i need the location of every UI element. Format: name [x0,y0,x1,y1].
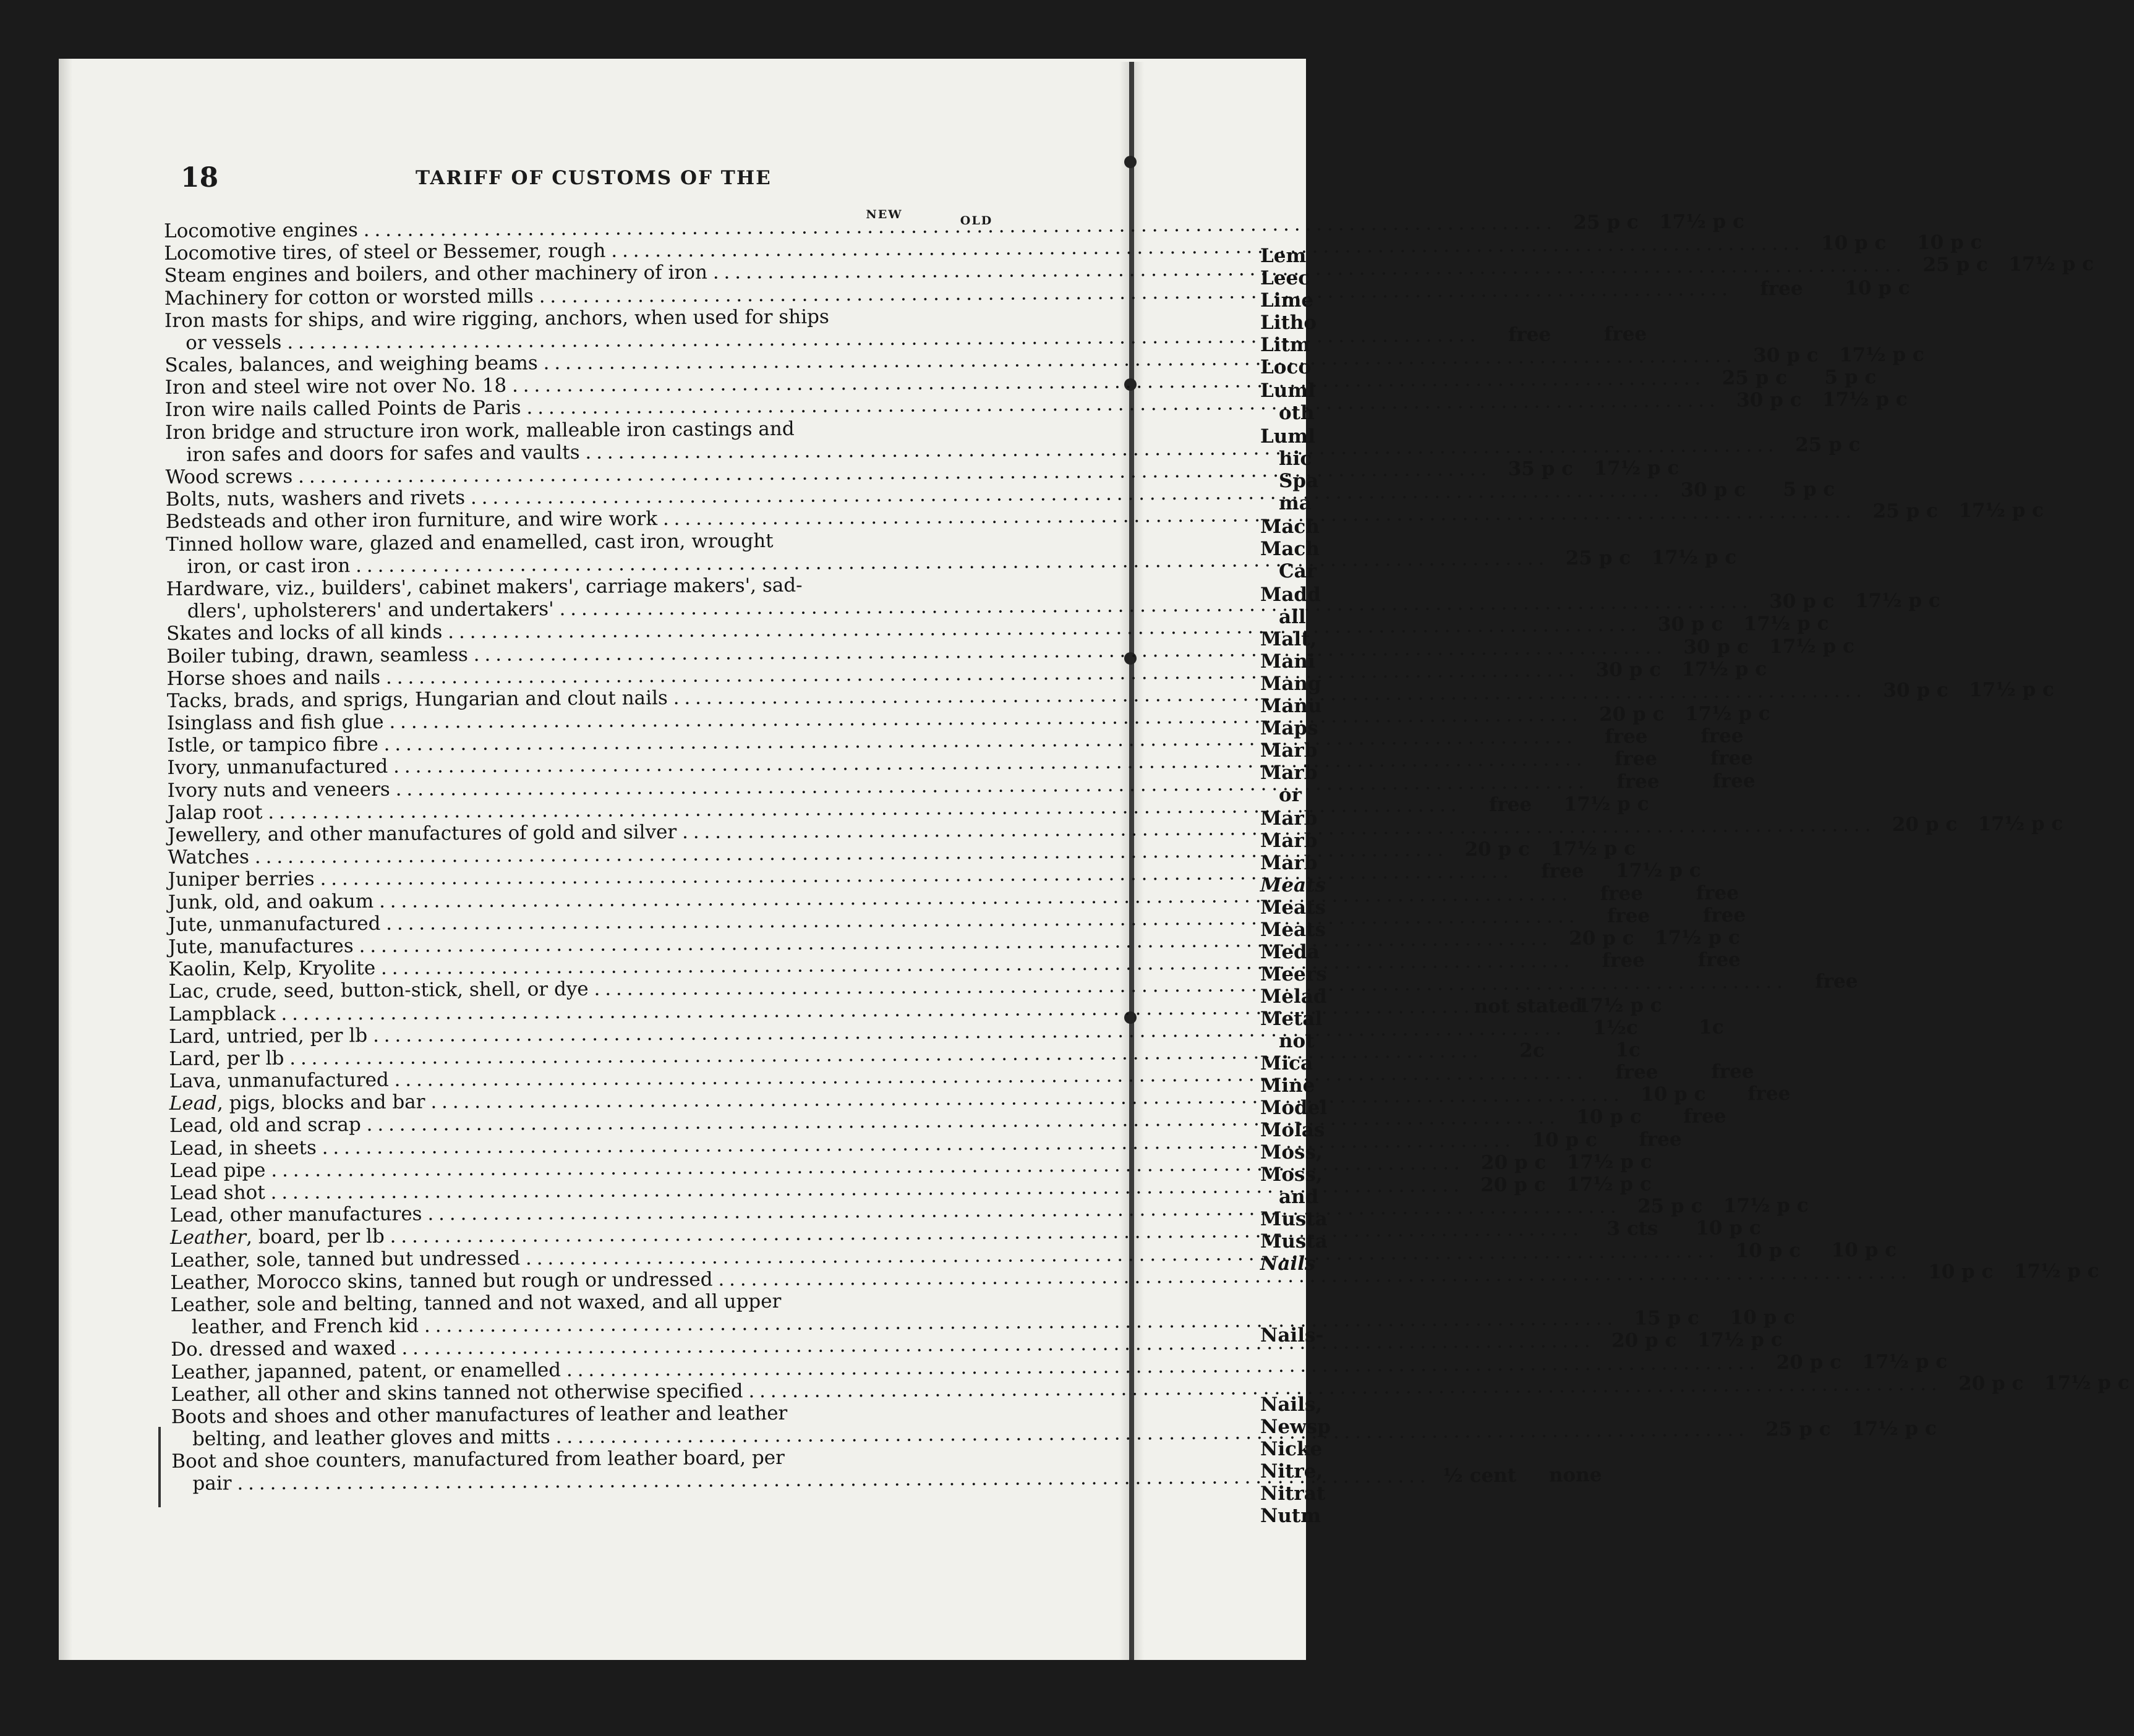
facing-page-line: hic [1279,448,1312,470]
facing-page-line: Lime [1260,289,1314,312]
column-header-new: NEW [866,208,903,221]
facing-page-line: Nails, [1260,1393,1323,1416]
entry-description: Boot and shoe counters, manufactured from leather board, per [171,1447,785,1473]
rate-old: 17½ p c [1697,1329,1783,1352]
entry-description: Scales, balances, and weighing beams . . . [164,345,1731,377]
entry-description: Ivory, unmanufactured . . . [167,748,1581,779]
rate-new: 1½c [1592,1016,1638,1039]
facing-page-line: or [1279,784,1302,806]
facing-page-line: Marb [1260,852,1318,874]
facing-page-line: Malt, [1260,628,1317,650]
rate-old: 17½ p c [1854,589,1940,613]
rate-old: free [1696,882,1739,904]
entry-description: Watches . . . [168,839,1443,869]
rate-new: free [1605,725,1648,749]
facing-page-line: Meers [1260,963,1327,985]
rate-new: 35 p c [1508,457,1574,480]
facing-page-line: Marb [1260,739,1318,762]
rate-new: free [1614,747,1658,771]
entry-description: Boiler tubing, drawn, seamless . . . [166,636,1662,668]
entry-description: Bedsteads and other iron furniture, and wire work . . . [166,501,1851,534]
facing-page-line: Luml [1260,425,1315,448]
rate-new: 10 p c [1735,1239,1801,1262]
rate-old: free [1702,904,1746,927]
facing-page-line: Moss, [1260,1164,1323,1186]
facing-page-line: Molas [1260,1119,1325,1141]
facing-page-line: Nitrat [1260,1483,1326,1505]
rate-new: 25 p c [1722,367,1788,389]
rate-old: 10 p c [1730,1306,1795,1329]
facing-page-line: Nicke [1260,1438,1323,1460]
rate-new: free [1602,949,1645,972]
entry-description: Lac, crude, seed, button-stick, shell, or dye . . . [169,971,1782,1003]
margin-bracket [158,1427,161,1507]
entry-description: Lead shot . . . [170,1174,1459,1204]
facing-page-line: Mach [1260,516,1320,538]
facing-page-line: Mang [1260,673,1321,695]
entry-description: Leather, Morocco skins, tanned but rough or undressed . . . [170,1261,1906,1294]
rate-new: 10 p c [1576,1105,1642,1129]
rate-new: 15 p c [1634,1307,1699,1330]
rate-old: 17½ p c [1851,1417,1937,1440]
rate-new: ½ cent [1443,1465,1517,1487]
facing-page-line: Musta [1260,1208,1328,1230]
rate-old: 1c [1615,1039,1641,1062]
facing-page-line: all [1279,606,1306,628]
rate-new: 20 p c [1958,1372,2024,1395]
facing-page-line: Marb [1260,762,1318,784]
entry-description: Istle, or tampico fibre . . . [167,726,1572,757]
rate-old: free [1639,1128,1682,1151]
rate-new: free [1815,970,1858,994]
rate-old: 17½ p c [2008,253,2094,276]
rate-old: 17½ p c [2044,1371,2130,1395]
entry-description: Leather, board, per lb . . . [170,1218,1578,1249]
rate-new: 20 p c [1480,1151,1547,1174]
rate-old: 17½ p c [1563,793,1649,816]
rate-old: 17½ p c [1723,1194,1809,1217]
rate-old: 10 p c [1916,231,1982,254]
rate-new: free [1607,904,1650,927]
entry-description: Machinery for cotton or worsted mills . . . [164,278,1727,310]
entry-description: Wood screws . . . [165,458,1486,488]
entry-description: Iron bridge and structure iron work, malleable iron castings and [164,417,795,444]
entry-description: Tinned hollow ware, glazed and enamelled, cast iron, wrought [166,529,774,556]
facing-page-line: Nails [1260,1253,1316,1275]
rate-new: free [1615,1061,1658,1084]
facing-page-line: not [1279,1030,1315,1052]
rate-new: free [1541,860,1584,883]
entry-description: Lava, unmanufactured . . . [169,1062,1582,1092]
rate-old: 5 p c [1824,366,1877,389]
rate-old: 17½ p c [1769,634,1854,658]
entry-description: Lead, in sheets . . . [169,1129,1510,1159]
rate-new: 30 p c [1753,344,1819,367]
entry-description: Ivory nuts and veneers . . . [168,771,1584,802]
rate-new: 10 p c [1820,232,1887,255]
facing-page-line: Metal [1260,1008,1323,1030]
rate-new: 20 p c [1464,838,1530,861]
entry-description: Jute, unmanufactured . . . [168,905,1574,936]
entry-description: Lead, pigs, blocks and bar . . . [169,1084,1619,1115]
rate-old: free [1603,323,1647,346]
rate-old: 5 p c [1783,478,1835,501]
entry-description: leather, and French kid . . . [171,1308,1613,1338]
rate-new: 2c [1519,1039,1545,1062]
entry-description: Lard, untried, per lb . . . [169,1017,1561,1048]
rate-new: 10 p c [1640,1083,1706,1106]
rate-new: 25 p c [1565,547,1631,569]
facing-page-line: Loco [1260,356,1312,378]
rate-old: 17½ p c [1969,678,2054,702]
entry-description: Leather, sole, tanned but undressed . . . [170,1240,1714,1271]
rate-old: 17½ p c [1684,702,1770,726]
rate-old: 17½ p c [1978,812,2064,836]
rate-new: 20 p c [1611,1329,1677,1353]
rate-old [1886,992,1979,993]
entry-description: Bolts, nuts, washers and rivets . . . [166,479,1659,511]
facing-page-line: Meats [1260,896,1326,919]
facing-page-line: Manu [1260,695,1322,717]
facing-page-line: Maps [1260,717,1318,739]
entry-description: Leather, all other and skins tanned not otherwise specified . . . [171,1372,1936,1406]
facing-page-fragment [1150,0,1331,1660]
facing-page-line: Marb [1260,807,1318,830]
rate-old: 17½ p c [1550,837,1636,861]
entry-description: Hardware, viz., builders', cabinet makers', carriage makers', sad- [166,574,803,600]
rate-old: free [1711,1060,1754,1083]
rate-new: 25 p c [1872,500,1938,523]
rate-new: 25 p c [1765,1418,1831,1441]
binding-mark [1124,156,1137,168]
entry-description: Boots and shoes and other manufactures of leather and leather [171,1402,788,1428]
entry-description: Do. dressed and waxed . . . [171,1330,1590,1361]
facing-page-line: Newsp [1260,1416,1331,1438]
rate-new: 20 p c [1480,1173,1546,1197]
entry-description: Lead, old and scrap . . . [169,1107,1555,1138]
rate-old: 17½ p c [1743,612,1829,636]
page-edge [59,59,72,1660]
entry-description: Lard, per lb . . . [169,1040,1477,1070]
facing-page-line: oth [1279,402,1315,424]
entry-description: Locomotive engines . . . [164,211,1551,242]
rate-old: 17½ p c [1594,457,1679,480]
rate-old: free [1683,1105,1726,1128]
running-title: TARIFF OF CUSTOMS OF THE [416,167,772,189]
rate-new: 30 p c [1769,590,1835,613]
rate-new: free [1488,793,1532,816]
entry-description: Isinglass and fish glue . . . [167,704,1577,734]
facing-page-line: Nitre, [1260,1460,1323,1483]
rate-old: 17½ p c [1838,343,1924,367]
facing-page-line: Meats [1260,874,1326,896]
rate-new: 20 p c [1776,1351,1842,1374]
entry-description: Leather, japanned, patent, or enamelled . . . [171,1351,1754,1384]
rate-new: 25 p c [1573,211,1639,234]
facing-page-line: Model [1260,1097,1328,1119]
rate-old: 17½ p c [1566,1173,1652,1196]
entry-description: Jewellery, and other manufactures of gold and silver . . . [168,814,1871,846]
entry-description: Skates and locks of all kinds . . . [166,614,1636,645]
entry-description: pair . . . [171,1465,1425,1496]
rate-old: 1c [1698,1016,1724,1039]
facing-page-line: Nails- [1260,1324,1324,1347]
rate-old: 17½ p c [1576,994,1662,1017]
facing-page-line: Mani [1260,650,1315,673]
rate-old [1877,455,1970,456]
rate-old: none [1548,1464,1602,1487]
facing-page-line: Nutm [1260,1505,1321,1527]
entry-description: Junk, old, and oakum . . . [168,883,1568,914]
rate-new: 10 p c [1927,1260,1994,1283]
rate-new: 20 p c [1598,703,1665,726]
facing-page-line: Lem [1260,245,1307,267]
rate-old: 10 p c [1845,276,1910,299]
rate-new: 25 p c [1637,1195,1703,1218]
column-header-old: OLD [960,214,993,228]
entry-description: iron safes and doors for safes and vaults . . . [165,434,1773,466]
rate-new: 25 p c [1923,253,1988,276]
rate-old: 17½ p c [2013,1259,2099,1283]
facing-page-line: Madd [1260,584,1321,606]
rate-new: free [1760,277,1803,300]
entry-description: Leather, sole and belting, tanned and not waxed, and all upper [170,1290,782,1316]
facing-page-line: Luml [1260,380,1315,402]
rate-old: 17½ p c [1659,210,1744,234]
rate-new: 10 p c [1532,1128,1597,1152]
entry-description: Iron wire nails called Points de Paris . . . [165,389,1715,422]
facing-page-line: Spa [1279,470,1319,492]
entry-description: Lead, other manufactures . . . [170,1196,1616,1227]
rate-old: 17½ p c [1566,1151,1652,1174]
rate-old: free [1697,948,1741,972]
rate-new: 30 p c [1683,635,1749,658]
facing-page-line: Litm [1260,334,1310,356]
facing-page-line: Marb [1260,830,1318,852]
rate-new: 30 p c [1595,658,1662,681]
rate-new: 3 cts [1607,1217,1658,1241]
facing-page-line: Litho [1260,312,1317,334]
entry-description: Tacks, brads, and sprigs, Hungarian and clout nails . . . [167,679,1861,712]
rate-old: free [1701,725,1744,748]
rate-old: free [1710,747,1754,770]
rate-old: 10 p c [1696,1217,1761,1240]
rate-new: 25 p c [1795,433,1861,456]
rate-new: 30 p c [1657,613,1723,636]
facing-page-line: Meats [1260,919,1326,941]
rate-new: 30 p c [1883,679,1948,702]
entry-description: Iron and steel wire not over No. 18 . . . [165,367,1701,399]
entry-description: Kaolin, Kelp, Kryolite . . . [168,950,1569,981]
rate-new: 20 p c [1892,813,1958,836]
entry-description: or vessels . . . [164,324,1475,354]
scan-border [59,1660,1306,1736]
facing-page-line: Car [1279,560,1317,582]
entry-description: dlers', upholsterers' and undertakers' . . . [166,591,1748,623]
entry-description: Locomotive tires, of steel or Bessemer, rough . . . [164,232,1799,265]
rate-old: free [1748,1083,1791,1105]
facing-page-line: and [1279,1186,1319,1208]
rate-old: 17½ p c [1651,546,1737,569]
facing-page-line: Mach [1260,538,1320,560]
entry-description: Lead pipe . . . [169,1152,1459,1182]
entry-description: belting, and leather gloves and mitts . . . [171,1419,1744,1451]
entry-description: Jalap root . . . [168,794,1456,824]
facing-page-line: Leec [1260,267,1310,289]
rate-old: free [1712,769,1756,793]
rate-old: 17½ p c [1681,657,1767,681]
rate-new: 20 p c [1569,927,1634,950]
entry-description: Steam engines and boilers, and other machinery of iron . . . [164,254,1901,287]
entry-description: Jute, manufactures . . . [168,927,1547,958]
entry-description: iron, or cast iron . . . [166,547,1543,578]
entry-description: Iron masts for ships, and wire rigging, anchors, when used for ships [164,305,829,332]
rate-old: 17½ p c [1654,926,1740,950]
facing-page-line: ma [1279,492,1312,514]
entry-description: Juniper berries . . . [168,861,1508,891]
facing-page-line: Musta [1260,1230,1328,1253]
page-number: 18 [181,162,219,194]
rate-old: 17½ p c [1862,1350,1948,1373]
facing-page-line: Meda [1260,941,1320,963]
rate-old: 17½ p c [1615,859,1701,883]
facing-page-line: Moss, [1260,1141,1323,1164]
rate-new: free [1600,882,1643,905]
facing-page-line: Mica [1260,1052,1313,1074]
facing-page-line: Mine [1260,1074,1315,1097]
entry-description: Horse shoes and nails . . . [166,659,1574,690]
facing-page-line: Melad [1260,985,1327,1008]
rate-new: 30 p c [1736,389,1802,412]
rate-old: 17½ p c [1822,388,1908,412]
rate-old: 17½ p c [1958,499,2044,522]
rate-new: not stated [1474,994,1583,1018]
rate-new: 30 p c [1680,479,1746,502]
rate-new: free [1508,323,1551,346]
rate-new: free [1616,770,1660,793]
rate-old: 10 p c [1831,1238,1897,1262]
entry-description: Lampblack . . . [169,995,1469,1026]
